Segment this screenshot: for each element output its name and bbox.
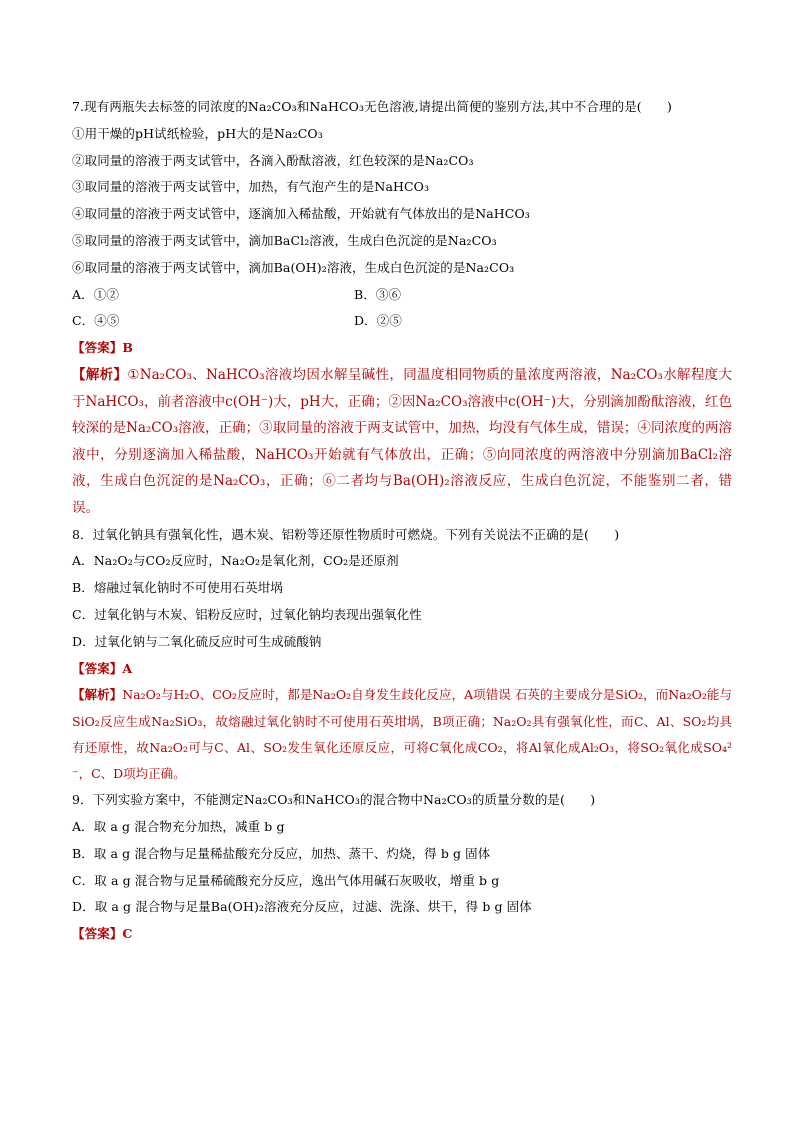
q8-stem: 8．过氧化钠具有强氧化性，遇木炭、铝粉等还原性物质时可燃烧。下列有关说法不正确的是( ) [72, 526, 620, 542]
q9-option-b: B．取 a g 混合物与足量稀盐酸充分反应，加热、蒸干、灼烧，得 b g 固体 [72, 845, 491, 861]
q7-item-1: ①用干燥的pH试纸检验，pH大的是Na₂CO₃ [72, 125, 323, 141]
q7-item-2: ②取同量的溶液于两支试管中，各滴入酚酞溶液，红色较深的是Na₂CO₃ [72, 152, 474, 168]
q9-answer: 【答案】C [72, 926, 133, 942]
q8-option-c: C．过氧化钠与木炭、铝粉反应时，过氧化钠均表现出强氧化性 [72, 606, 422, 622]
q8-option-a: A．Na₂O₂与CO₂反应时，Na₂O₂是氧化剂，CO₂是还原剂 [72, 553, 399, 569]
q7-analysis-text: ①Na₂CO₃、NaHCO₃溶液均因水解呈碱性，同温度相同物质的量浓度两溶液，Na₂CO₃水解程度大于NaHCO₃，前者溶液中c(OH⁻)大，pH大，正确；②因Na₂CO₃溶液中c(OH⁻)大，分别滴加酚酞溶液，红色较深的是Na₂CO₃溶液，正确；③取同量的溶液于两支试管中，加热，均没有气体生成，错误；④同浓度的两溶液中，分别逐滴加入稀盐酸，NaHCO₃开始就有气体放出，正确；⑤向同浓度的两溶液中分别滴加BaCl₂溶液，生成白色沉淀的是Na₂CO₃，正确；⑥二者均与Ba(OH)₂溶液反应，生成白色沉淀，不能鉴别二者，错误。 [72, 366, 733, 516]
q7-stem: 7.现有两瓶失去标签的同浓度的Na₂CO₃和NaHCO₃无色溶液,请提出简便的鉴别方法,其中不合理的是( ) [72, 99, 672, 114]
q7-item-4: ④取同量的溶液于两支试管中，逐滴加入稀盐酸，开始就有气体放出的是NaHCO₃ [72, 206, 530, 222]
q7-item-5: ⑤取同量的溶液于两支试管中，滴加BaCl₂溶液，生成白色沉淀的是Na₂CO₃ [72, 232, 497, 248]
q7-item-6: ⑥取同量的溶液于两支试管中，滴加Ba(OH)₂溶液，生成白色沉淀的是Na₂CO₃ [72, 259, 515, 275]
q8-analysis-text: Na₂O₂与H₂O、CO₂反应时，都是Na₂O₂自身发生歧化反应，A项错误 石英的主要成分是SiO₂，而Na₂O₂能与SiO₂反应生成Na₂SiO₃，故熔融过氧化钠时不可使用石英坩埚，B项正确；Na₂O₂具有强氧化性，而C、Al、SO₂均具有还原性，故Na₂O₂可与C、Al、SO₂发生氧化还原反应，可将C氧化成CO₂，将Al氧化成Al₂O₃，将SO₂氧化成SO₄²⁻，C、D项均正确。 [72, 687, 732, 781]
q7-analysis-label: 【解析】 [72, 366, 128, 383]
q8-option-b: B．熔融过氧化钠时不可使用石英坩埚 [72, 580, 283, 596]
q8-analysis-label: 【解析】 [72, 687, 123, 703]
q8-answer: 【答案】A [72, 660, 133, 676]
q7-option-d: D．②⑤ [354, 313, 402, 329]
q8-option-d: D．过氧化钠与二氧化硫反应时可生成硫酸钠 [72, 633, 322, 649]
q9-option-d: D．取 a g 混合物与足量Ba(OH)₂溶液充分反应，过滤、洗涤、烘干，得 b g 固体 [72, 899, 532, 915]
q7-analysis [72, 362, 732, 522]
q9-stem: 9．下列实验方案中，不能测定Na₂CO₃和NaHCO₃的混合物中Na₂CO₃的质量分数的是( ) [72, 792, 596, 808]
q9-option-c: C．取 a g 混合物与足量稀硫酸充分反应，逸出气体用碱石灰吸收，增重 b g [72, 872, 500, 888]
q9-option-a: A．取 a g 混合物充分加热，减重 b g [72, 818, 285, 834]
q7-option-b: B．③⑥ [354, 286, 402, 302]
q7-item-3: ③取同量的溶液于两支试管中，加热，有气泡产生的是NaHCO₃ [72, 179, 430, 195]
q7-options-row-1 [72, 282, 732, 309]
q7-options-row-2 [72, 308, 732, 335]
q7-answer: 【答案】B [72, 340, 134, 356]
q8-analysis [72, 682, 732, 787]
q7-option-c: C．④⑤ [72, 313, 120, 329]
document-page [72, 94, 732, 948]
q7-option-a: A．①② [72, 286, 119, 302]
